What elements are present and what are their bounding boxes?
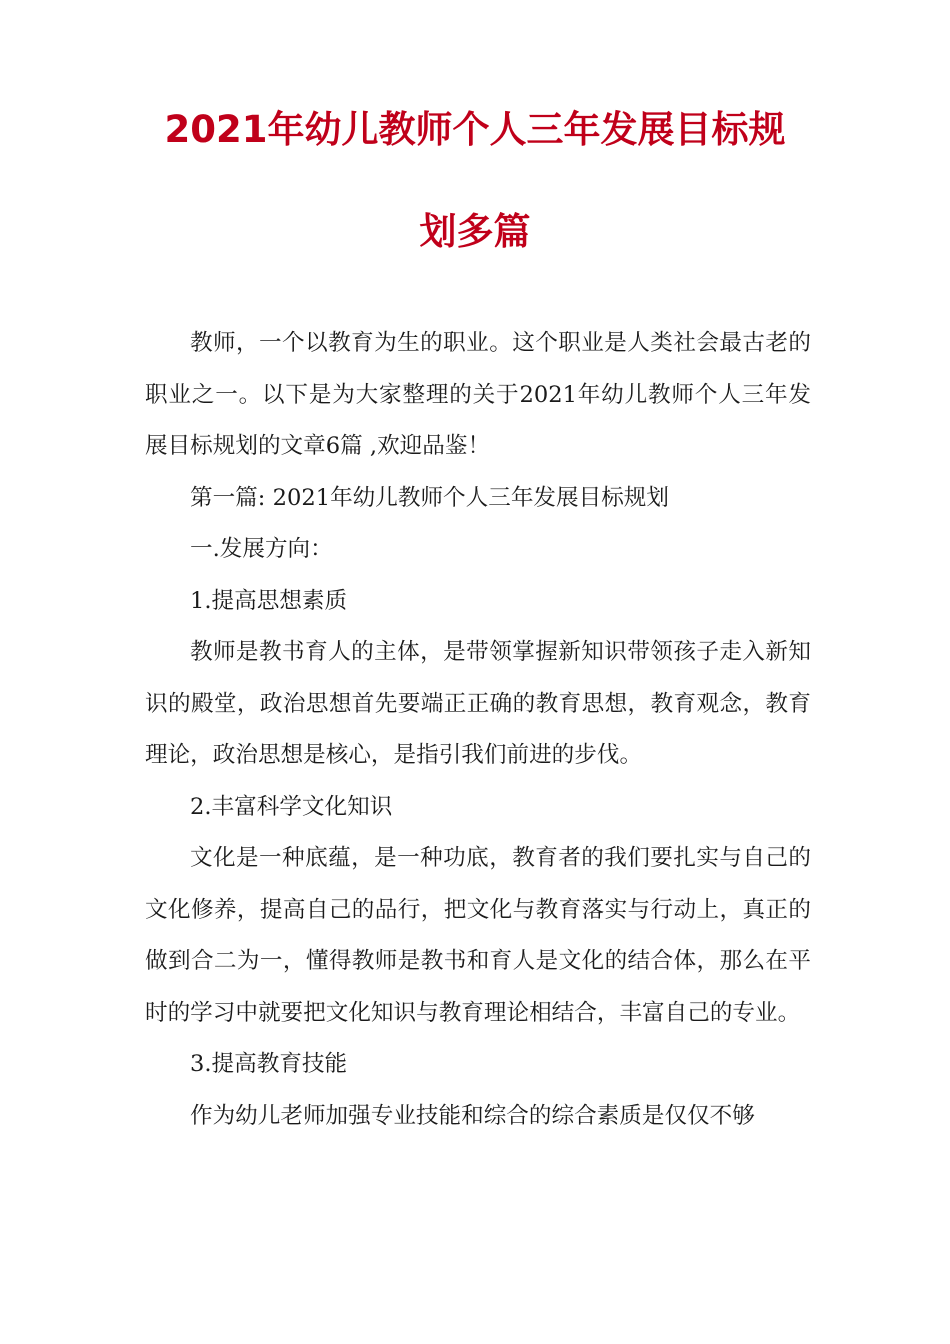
document-title-line-1: 2021年幼儿教师个人三年发展目标规 [164,108,786,151]
item-paragraph-2: 文化是一种底蕴，是一种功底，教育者的我们要扎实与自己的文化修养，提高自己的品行，把文化与教育落实与行动上，真正的做到合二为一，懂得教师是教书和育人是文化的结合体，那么在平时的学习中就要把文化知识与教育理论相结合，丰富自己的专业。 [145,845,811,1026]
section-heading-part-one: 第一篇: 2021年幼儿教师个人三年发展目标规划 [190,484,669,511]
document-body [145,318,811,1142]
document-title-line-2: 划多篇 [419,210,531,253]
item-heading-1: 1.提高思想素质 [190,587,348,614]
item-heading-2: 2.丰富科学文化知识 [190,793,393,820]
intro-paragraph: 教师，一个以教育为生的职业。这个职业是人类社会最古老的职业之一。以下是为大家整理的关于2021年幼儿教师个人三年发展目标规划的文章6篇 ,欢迎品鉴！ [145,330,811,459]
item-paragraph-1: 教师是教书育人的主体，是带领掌握新知识带领孩子走入新知识的殿堂，政治思想首先要端正正确的教育思想，教育观念，教育理论，政治思想是核心，是指引我们前进的步伐。 [145,639,811,768]
item-heading-3: 3.提高教育技能 [190,1051,348,1077]
subheading-direction: 一.发展方向： [190,536,333,562]
item-paragraph-3: 作为幼儿老师加强专业技能和综合的综合素质是仅仅不够 [190,1102,755,1129]
